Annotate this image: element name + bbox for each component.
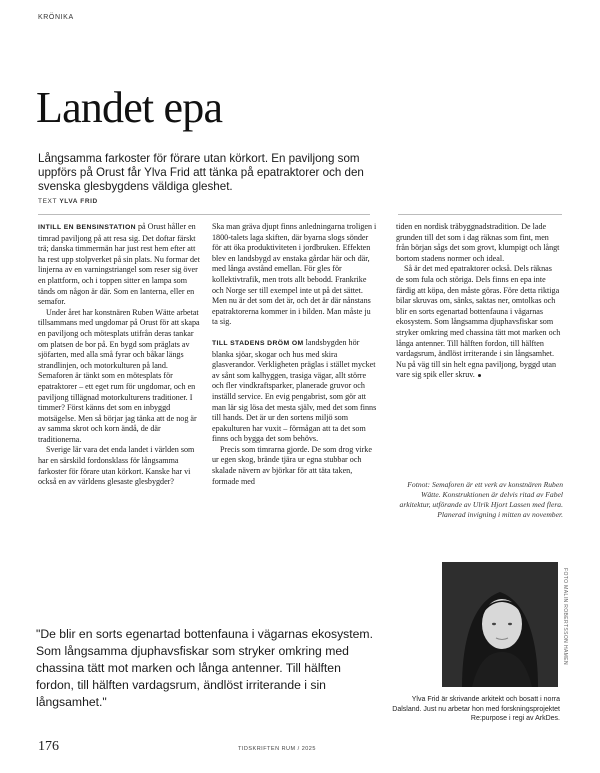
top-rule-left xyxy=(38,214,370,215)
lead-in: INTILL EN BENSINSTATION xyxy=(38,224,136,231)
paragraph: Sverige lär vara det enda landet i världen som har en särskild fordonsklass för långsamma farkoster för förare utan körkort. Kanske har vi också en av världens glesaste glesbygder? xyxy=(38,445,195,487)
paragraph: Under året har konstnären Ruben Wätte arbetat tillsammans med ungdomar på Orust för att skapa en paviljong och mötesplats utifrån deras tankar om platsen de bor på. En bygd som präglats av sjöfarten, med alla små fyrar och båkar längs strandlinjen, och motorkulturen på land. Semaforen är tänkt som en mötesplats för epatraktorer – ett eget rum för ungdomar, och en paviljong tillägnad motorkulturens traditioner. I timmer? Först känns det som en inbyggd motsägelse. Men så börjar jag tänka att de nog är av samma skrot och korn ändå, de där traditionerna. xyxy=(38,307,200,444)
article-ingress: Långsamma farkoster för förare utan körkort. En paviljong som uppförs på Orust får Ylva Frid att tänka på epatraktorer och den svenska glesbygdens väldiga gleshet. xyxy=(38,152,364,193)
author-bio: Ylva Frid är skrivande arkitekt och bosatt i norra Dalsland. Just nu arbetar hon med forskningsprojektet Re:purpose i regi av ArkDes. xyxy=(392,696,560,722)
page-number: 176 xyxy=(38,739,59,754)
paragraph-text: Så är det med epatraktorer också. Dels räknas de som fula och störiga. Dels finns en epa inte färdig att köpa, den måste göras. Före detta riktiga bilar skruvas om, sänks, saktas ner, omtolkas och blir en sorts egenartad bottenfauna i vägarnas ekosystem. Som långsamma djuphavsfiskar som stryker omkring med chassina tätt mot marken och långa antenner. Till hälften fordon, till hälften vardagsrum, ändlöst irriterande i sin långsamhet. Nu på väg till sin helt egna paviljong, byggd utan vare sig spik eller skruv. xyxy=(396,264,561,380)
paragraph-text: landsbygden hör blanka sjöar, skogar och hus med skira glasverandor. Verkligheten präglas i stället mycket av sånt som kalhyggen, trasiga vägar, allt större och fler vindkraftsparker, planerade gruvor och inställd service. En evig pengabrist, som gör att man lär sig lösa det mesta själv, med det som finns till hands. Det är ur den sortens miljö som epakulturen har vuxit – förmågan att ta det som finns och bygga det som behövs. xyxy=(212,337,377,444)
footer-publication: TIDSKRIFTEN RUM / 2025 xyxy=(238,746,316,752)
pull-quote: "De blir en sorts egenartad bottenfauna i vägarnas ekosystem. Som långsamma djuphavsfiskar som stryker omkring med chassina tätt mot marken och långa antenner. Till hälften fordon, till hälften vardagsrum, ändlöst irriterande i sin långsamhet." xyxy=(36,627,373,709)
byline-author: YLVA FRID xyxy=(59,198,98,205)
paragraph: Precis som timrarna gjorde. De som drog virke ur egen skog, brände tjära ur egna stubbar och skalade nävern av björkar för att täta taken, formade med xyxy=(212,444,372,486)
photo-credit: FOTO MALIN ROBERTSSON HAMEN xyxy=(562,568,568,666)
paragraph xyxy=(212,338,377,445)
article-title: Landet epa xyxy=(36,83,223,132)
paragraph xyxy=(396,264,561,381)
body-column-1 xyxy=(38,222,203,488)
author-portrait xyxy=(442,562,558,687)
section-label: KRÖNIKA xyxy=(38,14,74,21)
footnote-caption: Fotnot: Semaforen är ett verk av konstnären Ruben Wätte. Konstruktionen är delvis ritad av Fabel arkitektur, utförande av Ulrik Hjort Lassen med flera. Planerad invigning i mitten av november. xyxy=(399,480,563,519)
body-column-3 xyxy=(396,222,561,381)
paragraph-text: på Orust håller en timrad paviljong på att resa sig. Det doftar färskt trä; danska timmermän har just rest hem efter att ha rest upp stolpverket på sin plats. Nu formar det linjerna av en varningstriangel som reser sig över en plattform, och i toppen sitter en lampa som tänds om någon är där. Som en lanterna, eller en semafor. xyxy=(38,222,200,307)
paragraph xyxy=(38,222,203,308)
portrait-image-icon xyxy=(442,562,558,687)
end-mark-icon xyxy=(478,374,481,377)
byline-label: TEXT xyxy=(38,198,57,205)
paragraph: Ska man gräva djupt finns anledningarna troligen i 1800-talets laga skiften, där byarna slogs sönder för att öka produktiviteten i jordbruken. Effekten blev en landsbygd av enstaka gårdar här och där, med långa avstånd emellan. För gles för kollektivtrafik, men trots allt bebodd. Frankrike och Norge ser till exempel inte ut på det sättet. Men nu är det som det är, och det är där nånstans epatraktorerna kommer in i bilden. Man måste ju ta sig. xyxy=(212,222,377,327)
lead-in: TILL STADENS DRÖM OM xyxy=(212,339,304,347)
paragraph: tiden en nordisk träbyggnadstradition. De lade grunden till det som i dag räknas som fint, men från början sågs det som grovt, klumpigt och långt bortom stadens normer och ideal. xyxy=(396,222,560,263)
top-rule-right xyxy=(398,214,562,215)
byline xyxy=(38,198,98,205)
body-column-2 xyxy=(212,222,377,487)
